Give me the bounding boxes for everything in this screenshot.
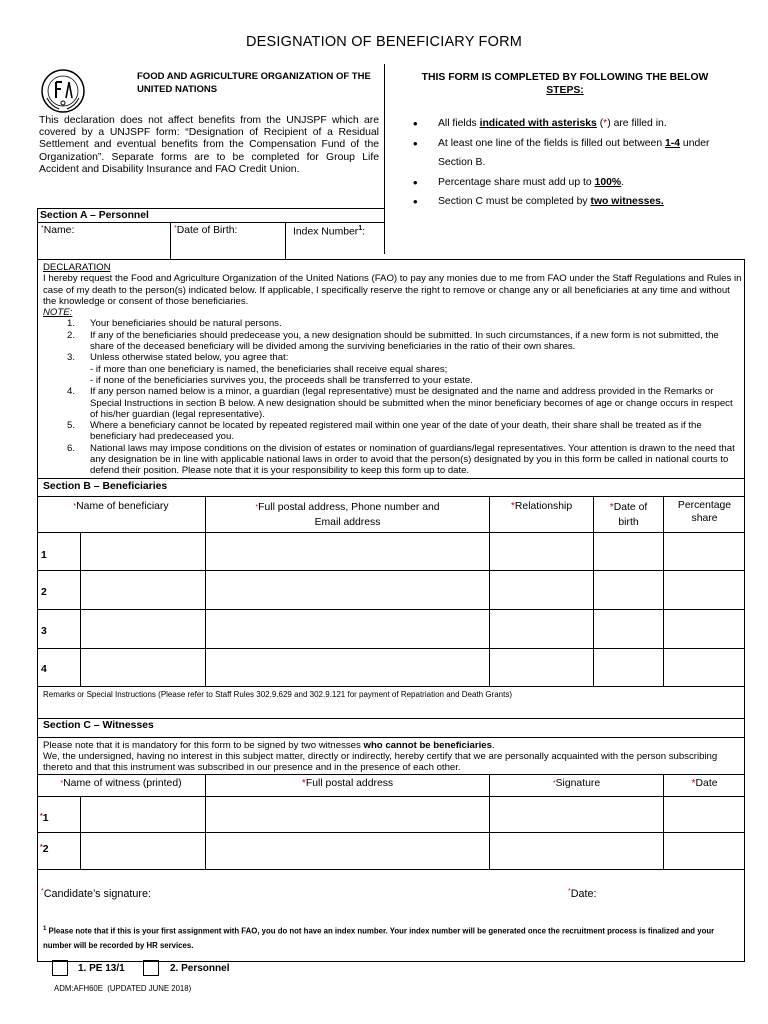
- witness-row-number: *1: [40, 813, 49, 824]
- section-b-title: Section B – Beneficiaries: [43, 481, 168, 492]
- col-header-percentage: Percentage share: [677, 500, 732, 524]
- section-a-left-border: [37, 208, 38, 260]
- declaration-heading: DECLARATION: [43, 262, 111, 273]
- col-header-relationship: *Relationship: [510, 501, 573, 512]
- section-c-top-line: [37, 718, 745, 719]
- section-c-header-line: [37, 737, 745, 738]
- col-header-signature: *Signature: [552, 778, 601, 789]
- pe-checkbox-label: 1. PE 13/1: [78, 963, 125, 974]
- col-header-witness-address: *Full postal address: [301, 778, 394, 789]
- candidate-date-field[interactable]: [602, 886, 732, 904]
- pe-checkbox[interactable]: [52, 960, 68, 976]
- declaration: [43, 262, 743, 477]
- note-item: 1. Your beneficiaries should be natural persons.: [67, 318, 282, 330]
- witness-name-field[interactable]: [81, 833, 205, 869]
- section-a-divider-1: [170, 222, 171, 260]
- step-item: • At least one line of the fields is filled out between 1-4 under Section B.: [413, 134, 743, 173]
- col-header-dob: *Date of birth: [609, 502, 648, 528]
- form-code: ADM:AFH60E (UPDATED JUNE 2018): [54, 984, 192, 993]
- header-divider: [384, 64, 385, 254]
- note-item: 5. Where a beneficiary cannot be located by repeated registered mail within one year of the date of your death, their share shall be treated as if the beneficiary had predeceased you.: [67, 420, 702, 443]
- col-header-address: *Full postal address, Phone number and Email address: [255, 502, 440, 528]
- intro-text: This declaration does not affect benefits from the UNJSPF which are covered by a UNJSPF form: “Designation of Recipient of a Residual Settlement and eventual benefits from the Compensation Fund of the Organization”. Separate forms are to be completed for Group Life Accident and Disability Insurance and FAO Credit Union.: [39, 115, 379, 175]
- col-header-witness-date: *Date: [691, 778, 718, 789]
- personnel-checkbox-label: 2. Personnel: [170, 963, 230, 974]
- beneficiary-row-number: 4: [41, 664, 47, 675]
- dob-field[interactable]: [174, 237, 282, 257]
- instructions-steps: [413, 114, 743, 212]
- note-item: 2. If any of the beneficiaries should predecease you, a new designation should be submitted. In such circumstances, if a new form is not submitted, the share of the deceased beneficiary will be divided among the surviving beneficiaries in the ratio of their own shares.: [67, 329, 719, 353]
- fao-logo-icon: [40, 68, 86, 114]
- remarks-label: Remarks or Special Instructions (Please refer to Staff Rules 302.9.629 and 302.9.121 for payment of Repatriation and Death Grants): [43, 690, 512, 699]
- section-b-top-line: [37, 478, 745, 479]
- section-a-divider-2: [285, 222, 286, 260]
- personnel-checkbox[interactable]: [143, 960, 159, 976]
- instructions-heading: [394, 72, 736, 97]
- beneficiary-name-field[interactable]: [81, 610, 205, 648]
- index-number-field[interactable]: [290, 237, 380, 257]
- section-c-grid-line: [37, 774, 745, 775]
- candidate-date-label: *Date:: [568, 888, 597, 900]
- footnote: $^1$ Please note that if this is your first assignment with FAO, you do not have an index number. Your index number will be generated once the recruitment process is finalized and your number will be recorded by HR services.: [43, 926, 715, 950]
- name-field-label: *Name:: [41, 225, 75, 236]
- candidate-signature-field[interactable]: [160, 886, 540, 904]
- note-item: 4. If any person named below is a minor, a guardian (legal representative) must be designated and the name and address provided in the Remarks or Special Instructions in section B below. A new designation should be submitted when the minor beneficiary becomes of age or change occurs in respect of his/her guardian (legal representative).: [67, 386, 733, 420]
- col-header-beneficiary-name: *Name of beneficiary: [73, 501, 169, 512]
- index-number-label: Index Number$^1$:: [293, 225, 366, 238]
- beneficiary-row-number: 2: [41, 587, 47, 598]
- step-item: • All fields indicated with asterisks (*) are filled in.: [413, 114, 743, 134]
- step-item: • Percentage share must add up to 100%.: [413, 173, 743, 193]
- beneficiary-name-field[interactable]: [81, 649, 205, 686]
- col-header-witness-name: *Name of witness (printed): [60, 778, 182, 789]
- beneficiary-name-field[interactable]: [81, 533, 205, 570]
- section-b-col-line: [489, 496, 490, 686]
- organization-name: FOOD AND AGRICULTURE ORGANIZATION OF THE UNITED NATIONS: [137, 71, 371, 95]
- remarks-field[interactable]: [40, 700, 740, 716]
- note-item: 6. National laws may impose conditions on the division of estates or nomination of guardians/legal representatives. Your attention is drawn to the need that any designation be in line with applicable national laws in order to avoid that the person(s) designated by you in this form be called in national courts to defend their position. Please note that it is your responsibility to keep this form up to date.: [67, 442, 735, 477]
- beneficiary-name-field[interactable]: [81, 571, 205, 609]
- witness-name-field[interactable]: [81, 797, 205, 832]
- section-a-top-line: [37, 208, 385, 209]
- candidate-signature-label: *Candidate’s signature:: [41, 888, 151, 900]
- witness-note: Please note that it is mandatory for this form to be signed by two witnesses who cannot be beneficiaries. We, the undersigned, having no interest in this subject matter, directly or indirectly, hereby certify that we are personally acquainted with the person subscribing thereto and that this instrument was subscribed in our presence and in the presence of each other.: [43, 740, 718, 773]
- page-title: DESIGNATION OF BENEFICIARY FORM: [245, 34, 523, 50]
- section-a-title: Section A – Personnel: [40, 210, 149, 221]
- step-item: • Section C must be completed by two witnesses.: [413, 192, 743, 212]
- section-b-row-line: [37, 686, 745, 687]
- beneficiary-row-number: 3: [41, 626, 47, 637]
- note-item: 3. Unless otherwise stated below, you agree that: - if more than one beneficiary is named, the beneficiaries shall receive equal shares; - if none of the beneficiaries survives you, the proceeds shall be transferred to your estate.: [67, 352, 473, 386]
- section-a-header-line: [37, 222, 385, 223]
- declaration-text: I hereby request the Food and Agriculture Organization of the United Nations (FAO) to pay any monies due to me from FAO under the Staff Regulations and Rules in case of my death to the person(s) indicated below. If applicable, I specifically reserve the right to remove or change any or all beneficiaries at any time and without the knowledge or consent of those beneficiaries.: [43, 273, 742, 307]
- note-label: NOTE:: [43, 307, 73, 319]
- beneficiary-row-number: 1: [41, 550, 47, 561]
- instructions-heading-line2: STEPS:: [546, 84, 584, 96]
- witness-row-number: *2: [40, 844, 49, 855]
- dob-field-label: *Date of Birth:: [174, 225, 238, 236]
- section-b-header-line: [37, 496, 745, 497]
- notes-list: [43, 318, 743, 476]
- name-field[interactable]: [42, 237, 166, 257]
- section-c-title: Section C – Witnesses: [43, 720, 154, 731]
- section-c-grid-line: [37, 869, 745, 870]
- instructions-heading-line1: THIS FORM IS COMPLETED BY FOLLOWING THE BELOW: [421, 72, 709, 83]
